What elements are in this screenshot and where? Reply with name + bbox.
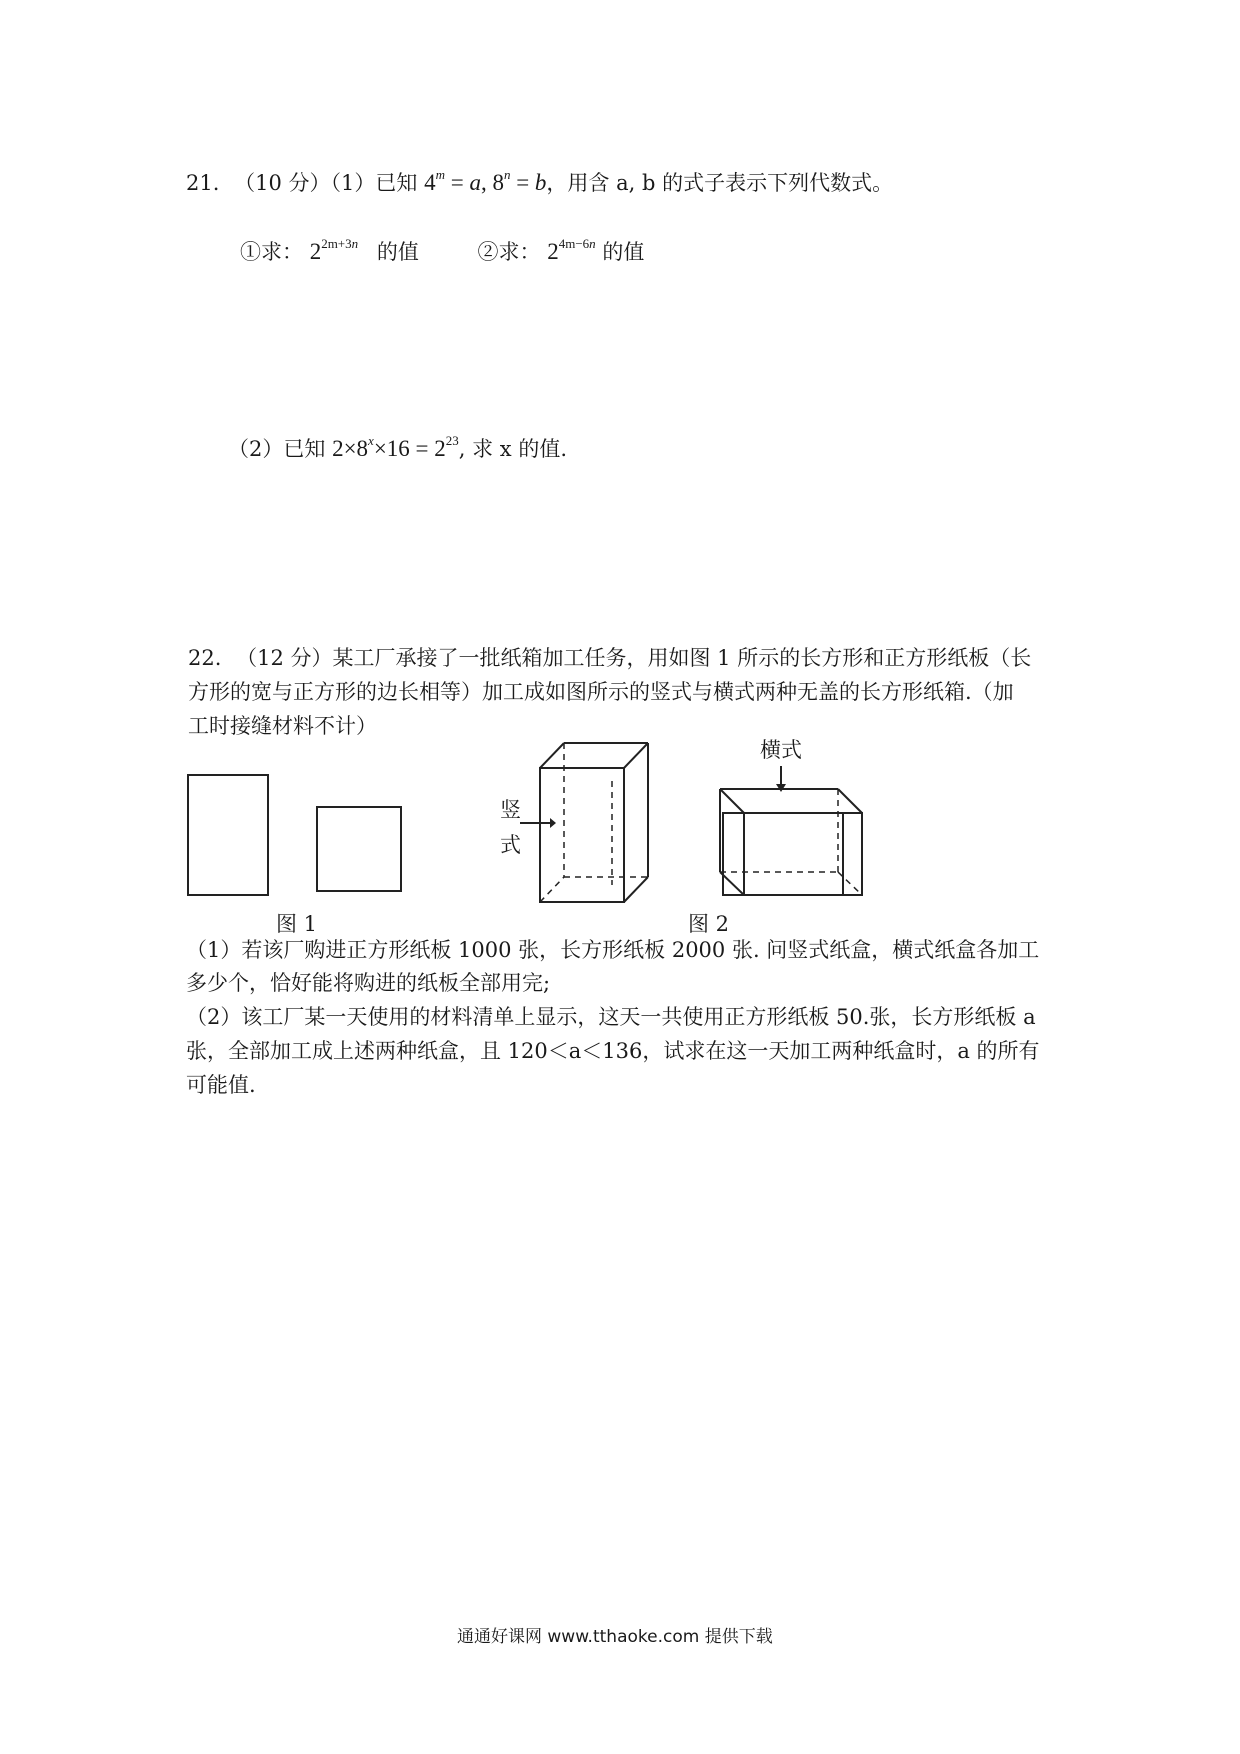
figure-1 (180, 760, 420, 910)
q22-q1-line1: （1）若该厂购进正方形纸板 1000 张，长方形纸板 2000 张. 问竖式纸盒，横式纸盒各加工 (186, 938, 1040, 962)
figure-2-horizontal-box-outline (712, 780, 882, 905)
q22-q1-line2: 多少个，恰好能将购进的纸板全部用完; (186, 971, 551, 995)
q22-subquestion-1 (186, 934, 1039, 1000)
q21-part1-label: （1） (330, 171, 376, 195)
q22-q2-line3: 可能值. (186, 1073, 256, 1097)
q21-score: （10 分） (234, 171, 331, 195)
q22-score: （12 分） (236, 646, 333, 670)
q22-intro-text1: 某工厂承接了一批纸箱加工任务，用如图 1 所示的长方形和正方形纸板（长 (332, 646, 1032, 670)
q21-part2-prefix: 已知 (283, 437, 326, 461)
rectangle-board (188, 775, 268, 895)
q22-intro-line1 (188, 641, 1031, 675)
q21-header-line (186, 166, 893, 200)
horizontal-label: 横式 (760, 738, 802, 762)
q21-part2-label: （2） (228, 437, 284, 461)
q21-sub-questions (240, 235, 644, 269)
square-board (317, 807, 401, 891)
q22-q2-line2: 张，全部加工成上述两种纸盒，且 120＜a＜136，试求在这一天加工两种纸盒时，a 的所有 (186, 1039, 1040, 1063)
q21-number: 21. (186, 171, 220, 195)
q21-part2-formula: $2\times 8^x\times 16 = 2^{23}$ (332, 433, 459, 461)
q22-number: 22. (188, 646, 222, 670)
q21-part1-prefix: 已知 (375, 171, 418, 195)
q22-subquestion-2 (186, 1000, 1040, 1102)
q22-intro-line3: 工时接缝材料不计） (188, 714, 377, 738)
vertical-label-top: 竖 (500, 798, 521, 822)
q22-intro (188, 641, 1031, 743)
fig1-caption: 图 1 (276, 912, 318, 936)
q21-part2-suffix: , 求 x 的值. (458, 437, 568, 461)
q21-given-formula: $4^m = a$, $8^n = b$ (424, 167, 547, 195)
q21-part2-line (228, 432, 567, 466)
q21-sub2-label: ②求： (477, 240, 541, 264)
q22-q2-line1: （2）该工厂某一天使用的材料清单上显示，这天一共使用正方形纸板 50.张，长方形纸板 a (186, 1005, 1036, 1029)
vertical-label-bottom: 式 (500, 833, 521, 857)
fig2-caption: 图 2 (688, 912, 730, 936)
q21-sub2-tail: 的值 (602, 240, 645, 264)
horizontal-arrow-icon (773, 766, 789, 792)
q21-sub2-formula: $2^{4m-6n}$ (547, 236, 596, 264)
q21-part1-suffix: ，用含 a, b 的式子表示下列代数式。 (546, 171, 894, 195)
q21-sub1-tail: 的值 (376, 240, 419, 264)
page-footer: 通通好课网 www.tthaoke.com 提供下载 (457, 1627, 773, 1647)
q21-sub1-label: ①求： (240, 240, 303, 264)
q21-sub1-formula: $2^{2m+3n}$ (309, 236, 359, 264)
q22-intro-line2: 方形的宽与正方形的边长相等）加工成如图所示的竖式与横式两种无盖的长方形纸箱.（加 (188, 680, 1014, 704)
vertical-arrow-icon (520, 815, 556, 831)
